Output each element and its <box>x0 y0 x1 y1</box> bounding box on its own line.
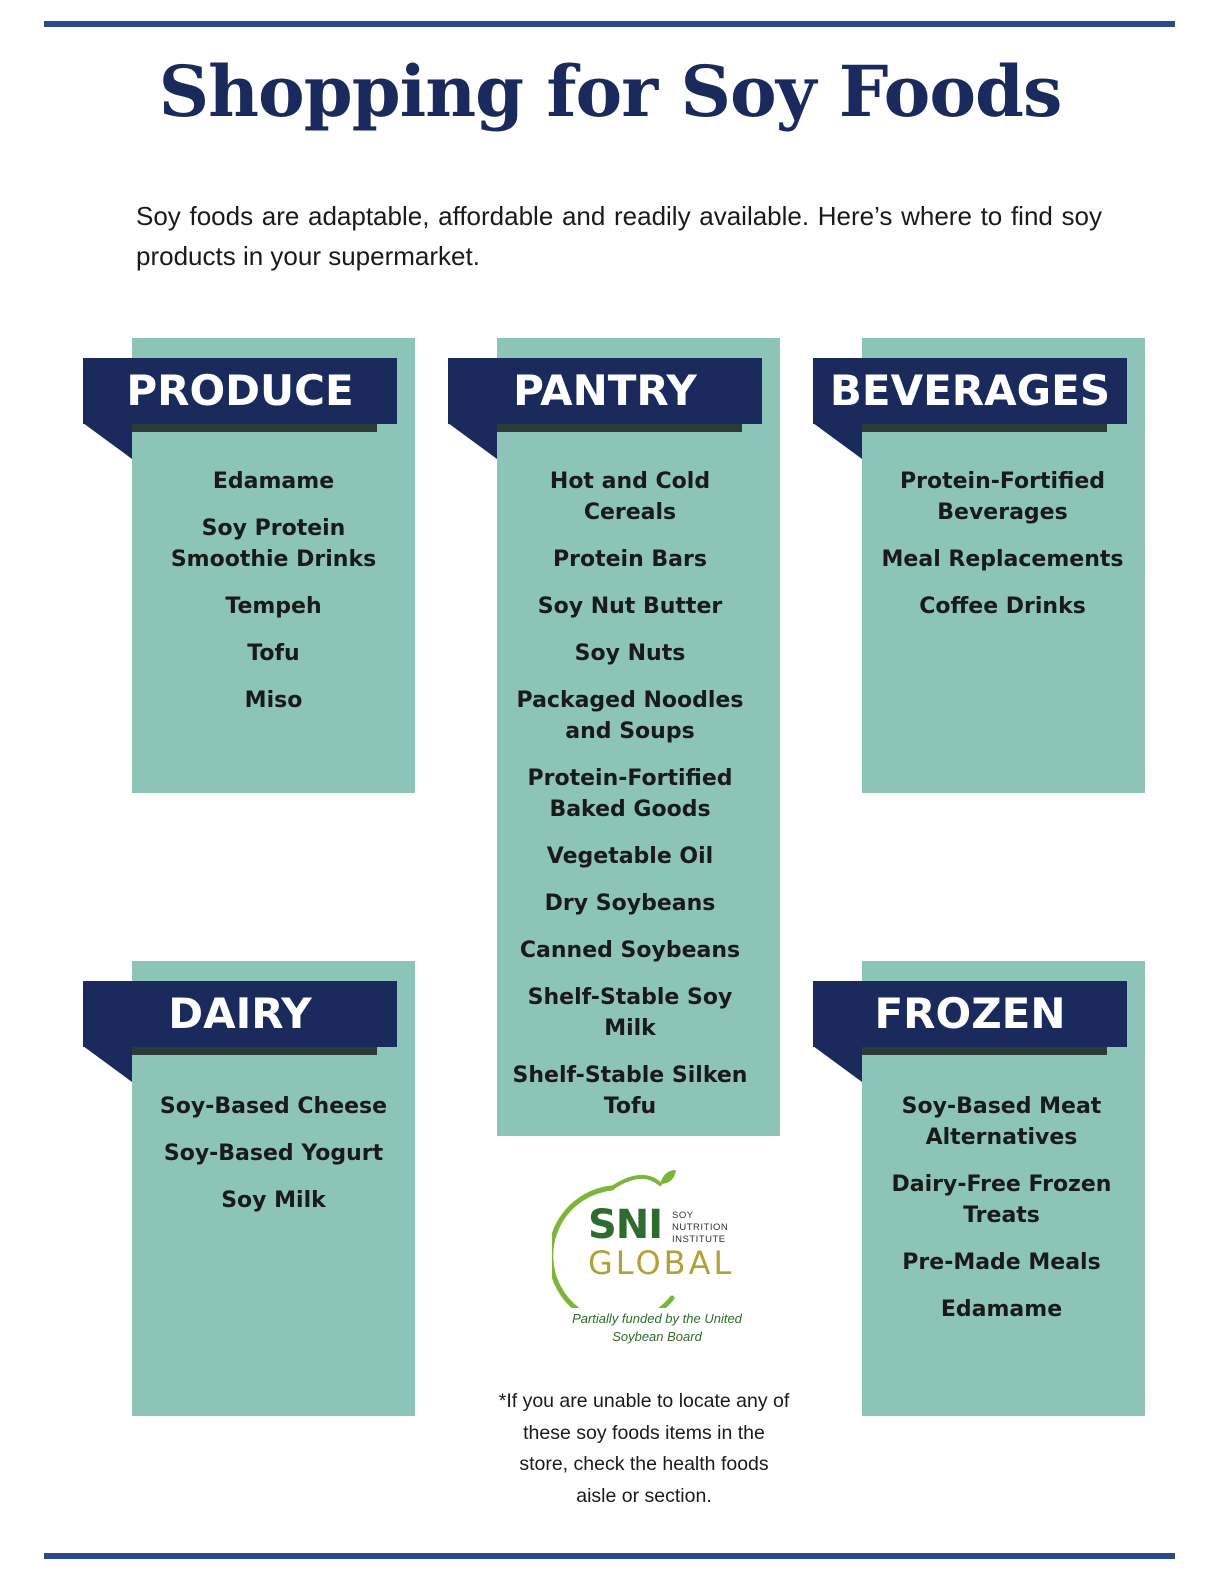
dairy-item: Soy Milk <box>221 1188 326 1213</box>
pantry-item: Shelf-Stable Silken Tofu <box>512 1063 748 1119</box>
logo-global-text: GLOBAL <box>588 1244 735 1282</box>
dairy-banner-shadow <box>132 1047 377 1055</box>
dairy-item: Soy-Based Yogurt <box>163 1141 384 1166</box>
pantry-list <box>505 466 755 1138</box>
intro-text: Soy foods are adaptable, affordable and readily available. Here’s where to find soy products in your supermarket. <box>136 201 1102 271</box>
pantry-item: Vegetable Oil <box>546 844 714 869</box>
produce-item: Tempeh <box>225 594 322 619</box>
frozen-item: Dairy-Free Frozen Treats <box>891 1172 1112 1228</box>
frozen-banner-shadow <box>862 1047 1107 1055</box>
pantry-item: Shelf-Stable Soy Milk <box>527 985 733 1041</box>
pantry-banner: PANTRY <box>448 358 762 424</box>
pantry-item: Dry Soybeans <box>544 891 716 916</box>
pantry-item: Protein Bars <box>553 547 707 572</box>
bottom-rule <box>44 1553 1175 1559</box>
beverages-banner: BEVERAGES <box>813 358 1127 424</box>
footnote: *If you are unable to locate any of these soy foods items in the store, check the health foods aisle or section. <box>498 1390 790 1507</box>
produce-item: Miso <box>244 688 303 713</box>
produce-list <box>152 466 395 732</box>
sni-global-logo <box>552 1168 752 1348</box>
dairy-list <box>142 1091 405 1232</box>
pantry-item: Packaged Noodles and Soups <box>516 688 744 744</box>
beverages-banner-fold <box>813 423 862 459</box>
beverages-banner-shadow <box>862 424 1107 432</box>
beverages-list <box>870 466 1135 638</box>
produce-banner-shadow <box>132 424 377 432</box>
beverages-item: Protein-Fortified Beverages <box>900 469 1105 525</box>
frozen-banner: FROZEN <box>813 981 1127 1047</box>
frozen-list <box>880 1091 1123 1341</box>
pantry-item: Canned Soybeans <box>519 938 741 963</box>
logo-sni-text: SNI <box>588 1202 663 1248</box>
dairy-banner: DAIRY <box>83 981 397 1047</box>
logo-institute-text: INSTITUTE <box>672 1234 726 1245</box>
produce-item: Tofu <box>247 641 300 666</box>
frozen-item: Pre-Made Meals <box>902 1250 1101 1275</box>
logo-soy-text: SOY <box>672 1210 694 1221</box>
funding-note: Partially funded by the United Soybean Board <box>572 1311 742 1344</box>
produce-item: Edamame <box>212 469 335 494</box>
dairy-banner-fold <box>83 1046 132 1082</box>
top-rule <box>44 21 1175 27</box>
beverages-item: Meal Replacements <box>881 547 1124 572</box>
frozen-item: Edamame <box>940 1297 1063 1322</box>
page-title: Shopping for Soy Foods <box>158 50 1062 133</box>
pantry-item: Protein-Fortified Baked Goods <box>527 766 733 822</box>
logo-nutrition-text: NUTRITION <box>672 1222 729 1233</box>
pantry-item: Soy Nuts <box>574 641 686 666</box>
produce-banner-fold <box>83 423 132 459</box>
pantry-banner-fold <box>448 423 497 459</box>
frozen-banner-fold <box>813 1046 862 1082</box>
beverages-item: Coffee Drinks <box>919 594 1086 619</box>
frozen-item: Soy-Based Meat Alternatives <box>901 1094 1102 1150</box>
produce-item: Soy Protein Smoothie Drinks <box>170 516 377 572</box>
pantry-banner-shadow <box>497 424 742 432</box>
pantry-item: Hot and Cold Cereals <box>549 469 711 525</box>
pantry-item: Soy Nut Butter <box>537 594 723 619</box>
dairy-item: Soy-Based Cheese <box>159 1094 388 1119</box>
produce-banner: PRODUCE <box>83 358 397 424</box>
